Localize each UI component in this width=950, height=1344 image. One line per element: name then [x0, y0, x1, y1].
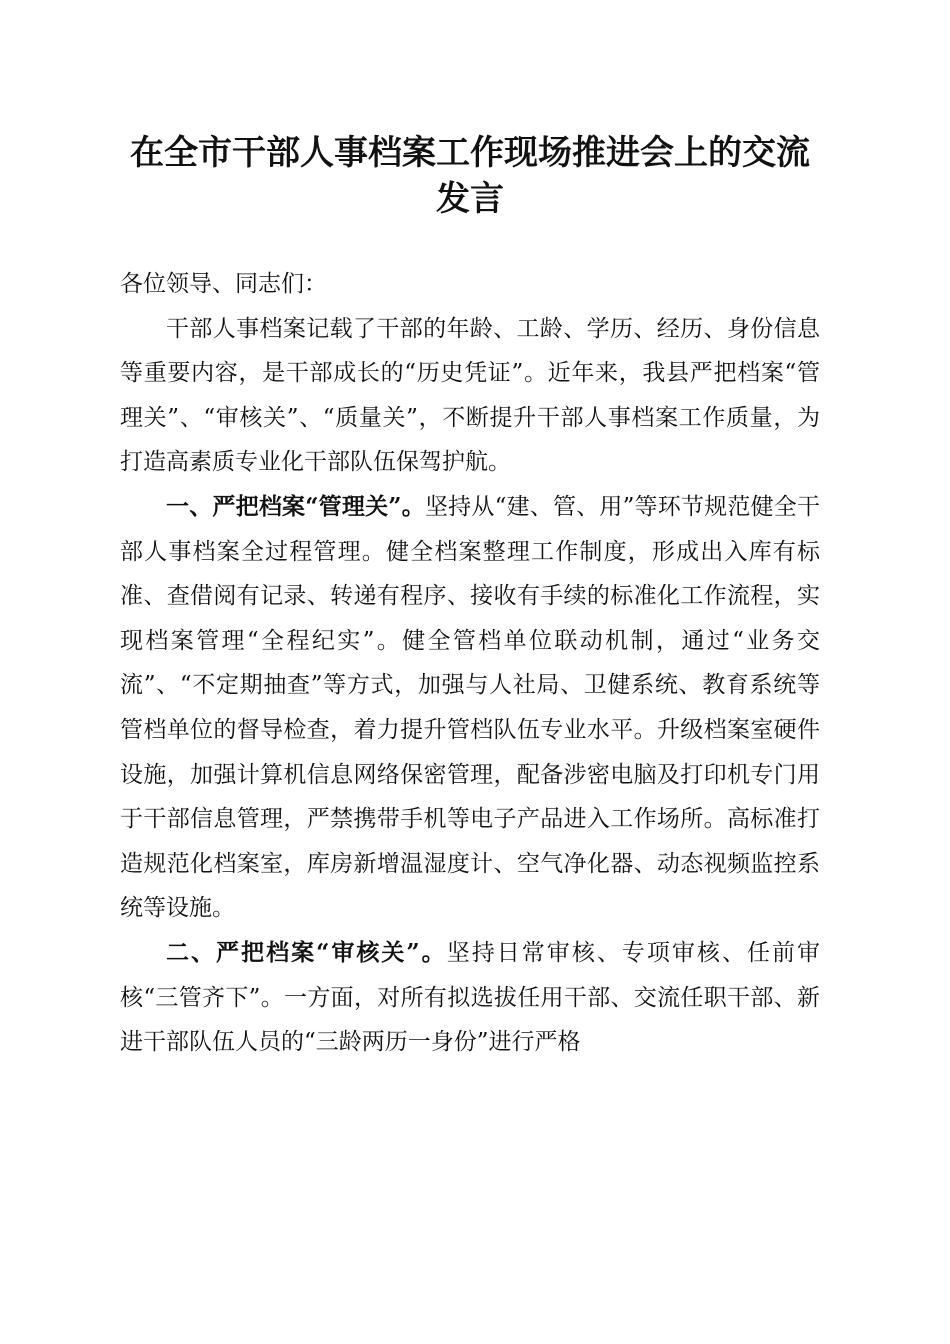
section-2-heading: 二、严把档案“审核关”。	[166, 938, 447, 966]
document-page	[120, 130, 820, 1065]
section-1-text: 坚持从“建、管、用”等环节规范健全干部人事档案全过程管理。健全档案整理工作制度，形成出入库有标准、查借阅有记录、转递有程序、接收有手续的标准化工作流程，实现档案管理“全程纪实”。健全管档单位联动机制，通过“业务交流”、“不定期抽查”等方式，加强与人社局、卫健系统、教育系统等管档单位的督导检查，着力提升管档队伍专业水平。升级档案室硬件设施，加强计算机信息网络保密管理，配备涉密电脑及打印机专门用于干部信息管理，严禁携带手机等电子产品进入工作场所。高标准打造规范化档案室，库房新增温湿度计、空气净化器、动态视频监控系统等设施。	[120, 493, 820, 922]
title-line-2: 发言	[436, 179, 504, 219]
title-line-1: 在全市干部人事档案工作现场推进会上的交流	[130, 133, 810, 173]
salutation: 各位领导、同志们：	[120, 271, 327, 297]
document-body	[120, 262, 820, 1065]
section-2-paragraph	[120, 931, 820, 1065]
document-title	[120, 130, 820, 222]
section-1-heading: 一、严把档案“管理关”。	[166, 492, 425, 520]
intro-paragraph: 干部人事档案记载了干部的年龄、工龄、学历、经历、身份信息等重要内容，是干部成长的“历史凭证”。近年来，我县严把档案“管理关”、“审核关”、“质量关”，不断提升干部人事档案工作质量，为打造高素质专业化干部队伍保驾护航。	[120, 315, 820, 476]
section-1-paragraph	[120, 485, 820, 931]
section-2-text: 坚持日常审核、专项审核、任前审核“三管齐下”。一方面，对所有拟选拔任用干部、交流任职干部、新进干部队伍人员的“三龄两历一身份”进行严格	[120, 939, 821, 1056]
